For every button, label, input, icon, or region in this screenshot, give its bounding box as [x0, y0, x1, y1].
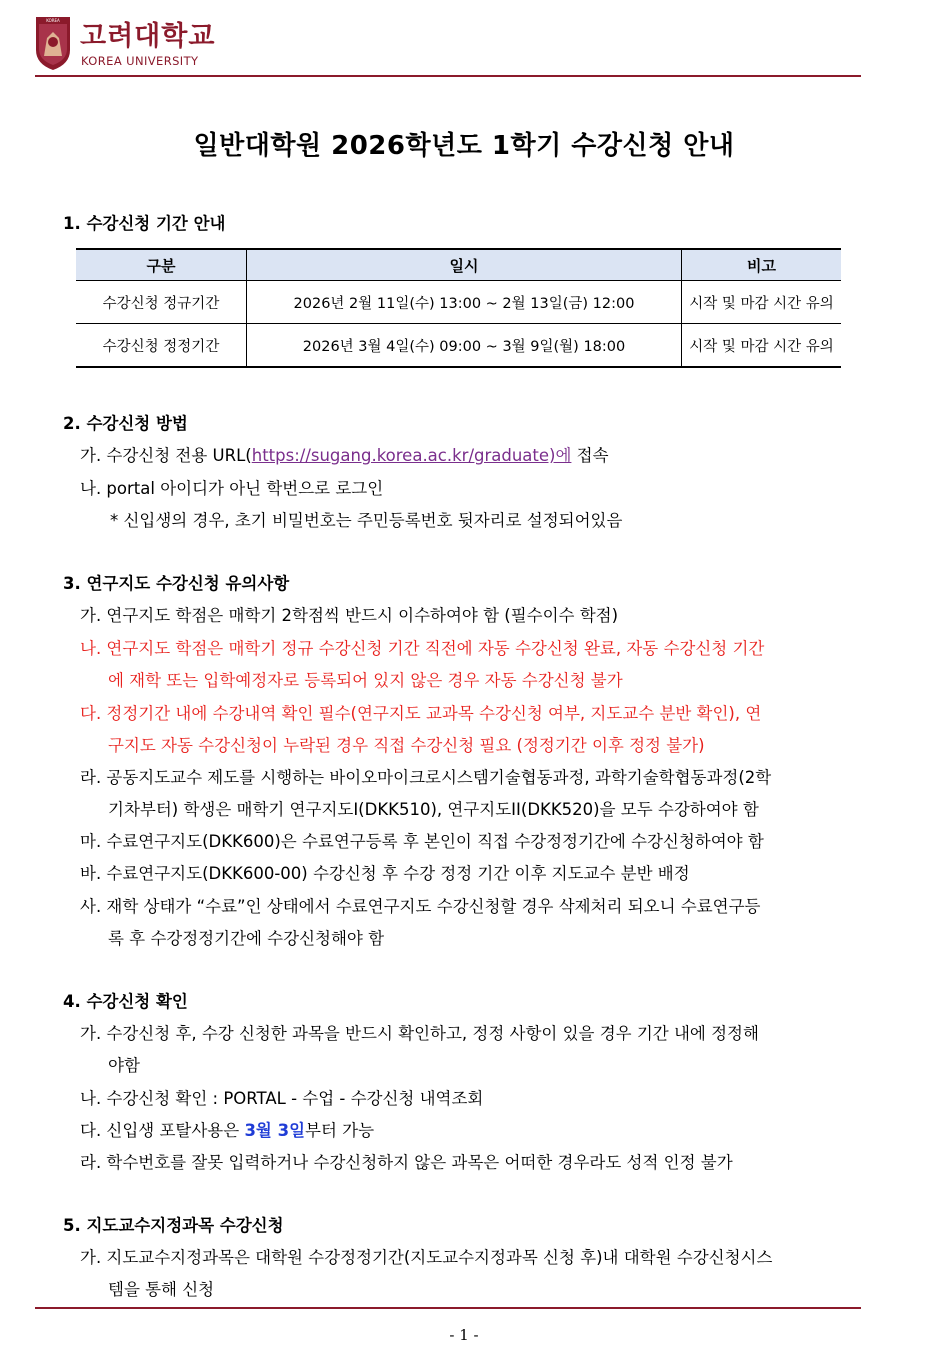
list-item: 마. 수료연구지도(DKK600)은 수료연구등록 후 본인이 직접 수강정정기간에 수강신청하여야 함	[80, 832, 764, 851]
logo-english: KOREA UNIVERSITY	[81, 54, 199, 68]
table-row	[76, 324, 841, 368]
list-item: 나. 수강신청 확인 : PORTAL - 수업 - 수강신청 내역조회	[80, 1089, 484, 1108]
table-header-row	[76, 249, 841, 281]
item-text: 부터 가능	[305, 1121, 375, 1140]
item-text: 다. 신입생 포탈사용은	[80, 1121, 245, 1140]
list-item: 라. 공동지도교수 제도를 시행하는 바이오마이크로시스템기술협동과정, 과학기술학협동과정(2학	[80, 768, 772, 787]
list-item: 가. 연구지도 학점은 매학기 2학점씩 반드시 이수하여야 함 (필수이수 학점)	[80, 606, 619, 625]
list-item	[80, 1119, 374, 1143]
list-item: 바. 수료연구지도(DKK600-00) 수강신청 후 수강 정정 기간 이후 지도교수 분반 배정	[80, 864, 690, 883]
logo-korean: 고려대학교	[80, 21, 216, 52]
table-cell: 시작 및 마감 시간 유의	[682, 281, 842, 324]
list-item-continuation: 야함	[108, 1056, 140, 1075]
list-item-continuation: 기차부터) 학생은 매학기 연구지도I(DKK510), 연구지도II(DKK520)을 모두 수강하여야 함	[108, 800, 759, 819]
item-text: 접속	[571, 446, 609, 465]
list-item: 라. 학수번호를 잘못 입력하거나 수강신청하지 않은 과목은 어떠한 경우라도 성적 인정 불가	[80, 1153, 733, 1172]
list-item-continuation: 구지도 자동 수강신청이 누락된 경우 직접 수강신청 필요 (정정기간 이후 정정 불가)	[108, 736, 705, 755]
seal-text: KOREA	[46, 18, 60, 23]
table-cell: 2026년 2월 11일(수) 13:00 ~ 2월 13일(금) 12:00	[247, 281, 682, 324]
section-2-heading: 2. 수강신청 방법	[63, 414, 188, 433]
table-cell: 수강신청 정정기간	[76, 324, 247, 368]
table-row	[76, 281, 841, 324]
list-item: 나. 연구지도 학점은 매학기 정규 수강신청 기간 직전에 자동 수강신청 완료, 자동 수강신청 기간	[80, 639, 765, 658]
column-header: 일시	[247, 249, 682, 281]
list-item: 다. 정정기간 내에 수강내역 확인 필수(연구지도 교과목 수강신청 여부, 지도교수 분반 확인), 연	[80, 704, 762, 723]
university-seal-icon	[35, 16, 71, 71]
section-1-heading: 1. 수강신청 기간 안내	[63, 214, 226, 233]
list-item: 나. portal 아이디가 아닌 학번으로 로그인	[80, 479, 384, 498]
list-item-continuation: 록 후 수강정정기간에 수강신청해야 함	[108, 929, 385, 948]
highlight-date: 3월 3일	[244, 1121, 306, 1140]
page-number: - 1 -	[449, 1326, 479, 1344]
footer-divider	[35, 1307, 861, 1309]
table-cell: 시작 및 마감 시간 유의	[682, 324, 842, 368]
list-item	[80, 444, 609, 468]
schedule-table	[76, 248, 841, 368]
list-item: 사. 재학 상태가 “수료”인 상태에서 수료연구지도 수강신청할 경우 삭제처리 되오니 수료연구등	[80, 897, 761, 916]
section-4-heading: 4. 수강신청 확인	[63, 992, 188, 1011]
page-title: 일반대학원 2026학년도 1학기 수강신청 안내	[193, 131, 735, 161]
table-cell: 수강신청 정규기간	[76, 281, 247, 324]
sugang-url-link[interactable]: https://sugang.korea.ac.kr/graduate)에	[251, 446, 572, 465]
list-item: 가. 수강신청 후, 수강 신청한 과목을 반드시 확인하고, 정정 사항이 있을 경우 기간 내에 정정해	[80, 1024, 759, 1043]
list-item-continuation: 에 재학 또는 입학예정자로 등록되어 있지 않은 경우 자동 수강신청 불가	[108, 671, 623, 690]
list-item: 가. 지도교수지정과목은 대학원 수강정정기간(지도교수지정과목 신청 후)내 대학원 수강신청시스	[80, 1248, 773, 1267]
section-3-heading: 3. 연구지도 수강신청 유의사항	[63, 574, 290, 593]
column-header: 비고	[682, 249, 842, 281]
section-5-heading: 5. 지도교수지정과목 수강신청	[63, 1216, 284, 1235]
item-text: 가. 수강신청 전용 URL(	[80, 446, 252, 465]
list-item-continuation: 템을 통해 신청	[108, 1280, 215, 1299]
column-header: 구분	[76, 249, 247, 281]
list-item-note: * 신입생의 경우, 초기 비밀번호는 주민등록번호 뒷자리로 설정되어있음	[110, 511, 623, 530]
table-cell: 2026년 3월 4일(수) 09:00 ~ 3월 9일(월) 18:00	[247, 324, 682, 368]
header-divider	[35, 75, 861, 77]
